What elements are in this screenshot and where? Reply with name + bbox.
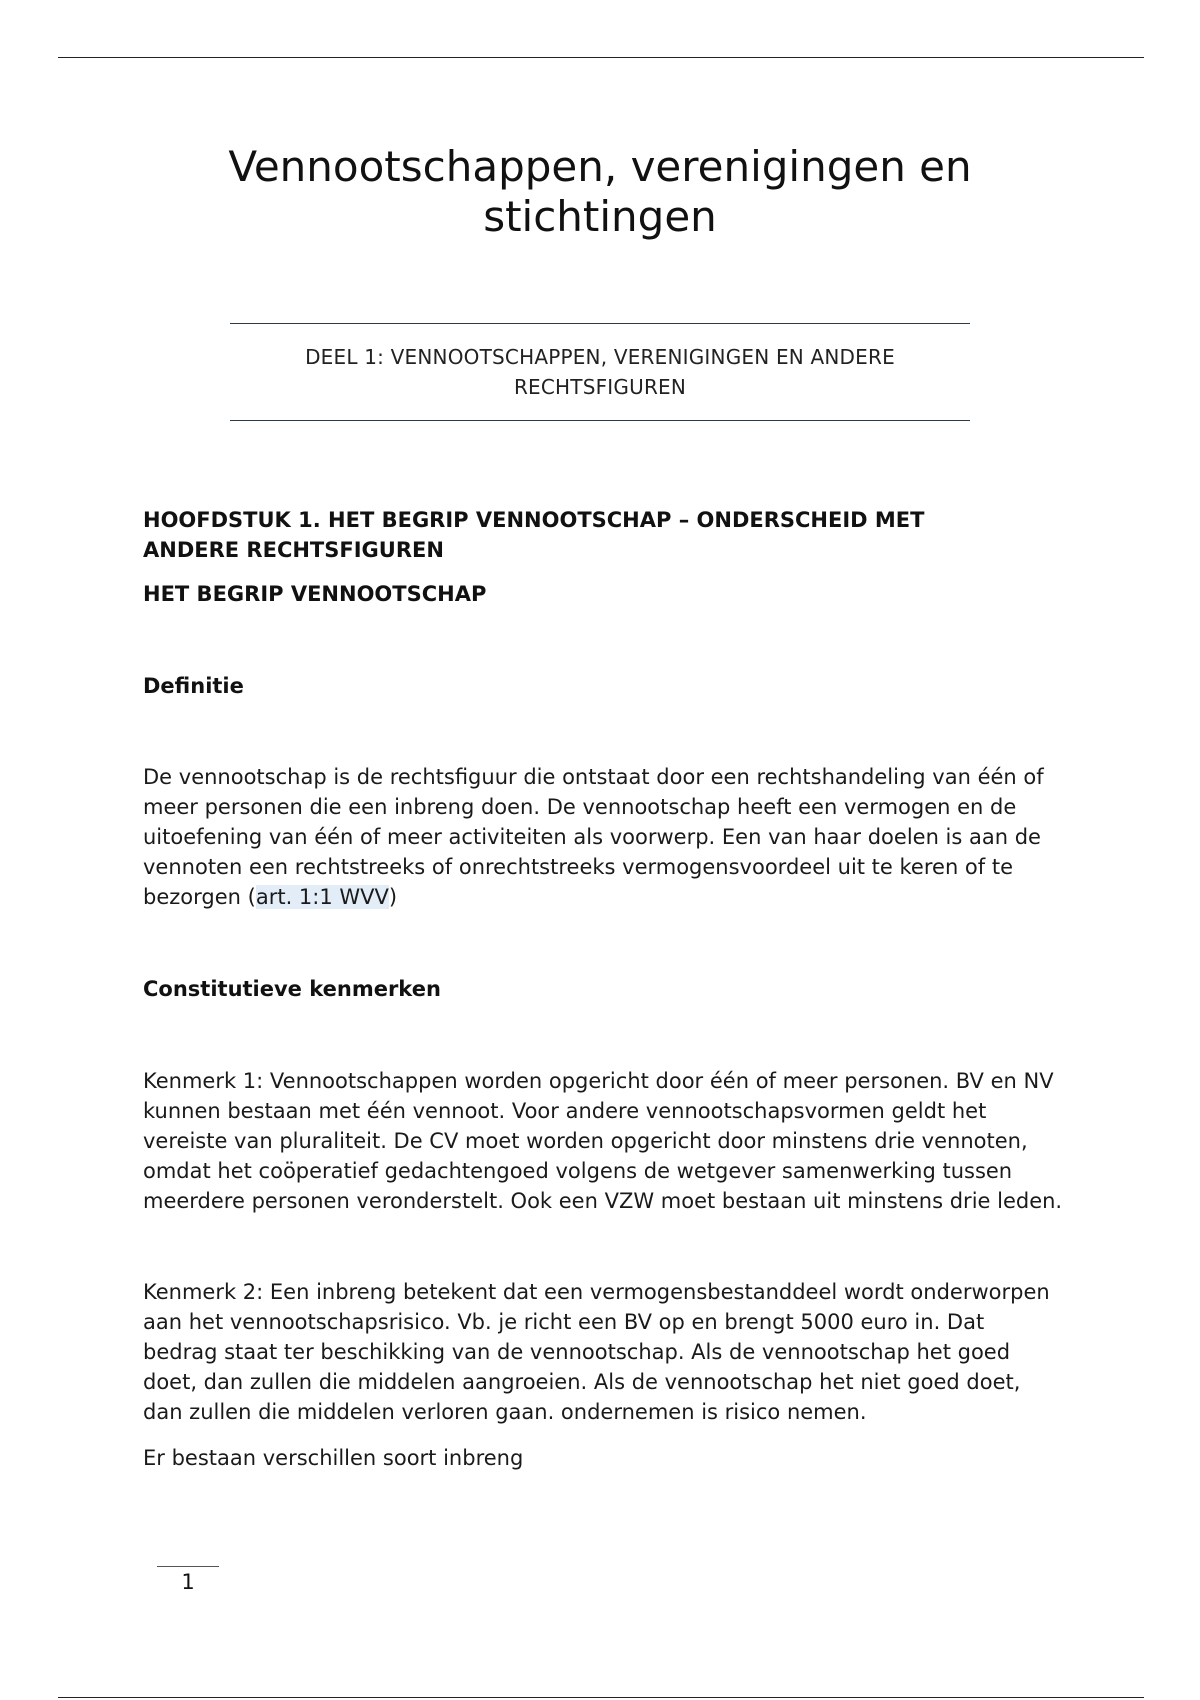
page-number: 1: [181, 1570, 195, 1594]
part-heading: DEEL 1: VENNOOTSCHAPPEN, VERENIGINGEN EN ANDERE RECHTSFIGUREN: [305, 345, 895, 399]
kenmerk-2-paragraph: Kenmerk 2: Een inbreng betekent dat een vermogensbestanddeel wordt onderworpen aan het vennootschapsrisico. Vb. je richt een BV op en brengt 5000 euro in. Dat bedrag staat ter beschikking van de vennootschap. Als de vennootschap het goed doet, dan zullen die middelen aangroeien. Als de vennootschap het niet goed doet, dan zullen die middelen verloren gaan. ondernemen is risico nemen.: [143, 1280, 1050, 1424]
section-heading: HET BEGRIP VENNOOTSCHAP: [143, 582, 487, 606]
definitie-heading: Definitie: [143, 674, 244, 698]
page-top-rule: [58, 57, 1144, 58]
definitie-paragraph: [143, 762, 1063, 912]
definitie-text-end: ): [388, 885, 398, 909]
citation-link[interactable]: art. 1:1 WVV: [255, 885, 389, 909]
definitie-text: De vennootschap is de rechtsfiguur die ontstaat door een rechtshandeling van één of meer personen die een inbreng doen. De vennootschap heeft een vermogen en de uitoefening van één of meer activiteiten als voorwerp. Een van haar doelen is aan de vennoten een rechtstreeks of onrechtstreeks vermogensvoordeel uit te keren of te bezorgen (: [143, 765, 1044, 909]
inbreng-paragraph: Er bestaan verschillen soort inbreng: [143, 1446, 524, 1470]
kenmerk-1-paragraph: Kenmerk 1: Vennootschappen worden opgericht door één of meer personen. BV en NV kunnen bestaan met één vennoot. Voor andere vennootschapsvormen geldt het vereiste van pluraliteit. De CV moet worden opgericht door minstens drie vennoten, omdat het coöperatief gedachtengoed volgens de wetgever samenwerking tussen meerdere personen veronderstelt. Ook een VZW moet bestaan uit minstens drie leden.: [143, 1069, 1063, 1213]
document-body: [143, 505, 1063, 1473]
page-bottom-rule: [58, 1697, 1144, 1698]
kenmerken-heading: Constitutieve kenmerken: [143, 977, 441, 1001]
part-heading-box: [230, 323, 970, 421]
chapter-heading: HOOFDSTUK 1. HET BEGRIP VENNOOTSCHAP – ONDERSCHEID MET ANDERE RECHTSFIGUREN: [143, 508, 925, 562]
document-title: Vennootschappen, verenigingen en stichtingen: [228, 142, 972, 241]
page-footer: [157, 1566, 219, 1597]
